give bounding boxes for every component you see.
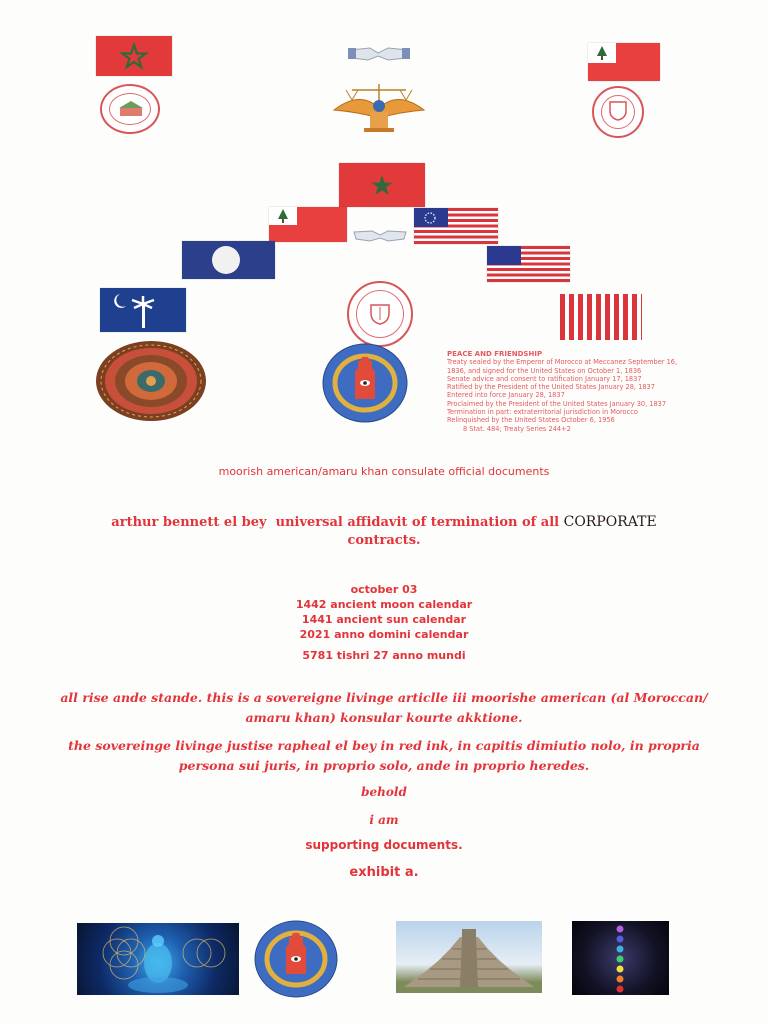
- proclamation-line: amaru khan) konsular kourte akktione.: [245, 710, 523, 725]
- us-flag: [487, 246, 570, 282]
- morocco-flag-top-left: [96, 36, 172, 76]
- document-title: [0, 514, 768, 530]
- title-emphasis: CORPORATE: [563, 514, 657, 530]
- date-line: 1442 ancient moon calendar: [295, 598, 473, 611]
- treaty-line: Proclaimed by the President of the United States January 30, 1837: [447, 399, 667, 408]
- date-line: 1441 ancient sun calendar: [301, 613, 467, 626]
- green-star-icon: [96, 36, 172, 76]
- south-carolina-flag: [100, 288, 186, 332]
- red-flag-with-tree-top-right: [588, 43, 660, 81]
- meditation-flower-of-life-image: [77, 923, 239, 995]
- hand-eye-serpent-seal: [322, 343, 408, 423]
- seal-emblem-icon: [369, 301, 391, 325]
- crescent-icon: [370, 64, 386, 80]
- date-line: 2021 anno domini calendar: [299, 628, 469, 641]
- consulate-caption: moorish american/amaru khan consulate official documents: [218, 465, 550, 478]
- behold-text: behold: [361, 785, 407, 799]
- proclamation-line: persona sui juris, in proprio solo, ande in proprio heredes.: [178, 758, 590, 773]
- handshake-icon: [348, 42, 410, 64]
- supporting-documents-label: supporting documents.: [305, 838, 463, 852]
- date-line: 5781 tishri 27 anno mundi: [302, 649, 466, 662]
- treaty-heading: PEACE AND FRIENDSHIP: [447, 350, 543, 358]
- winged-scales-emblem-icon: [330, 80, 428, 136]
- moorish-consulate-seal: [347, 281, 413, 347]
- pine-tree-icon: [594, 45, 610, 61]
- pine-tree-icon: [275, 208, 291, 224]
- consulate-seal-left: [100, 84, 160, 134]
- hand-eye-serpent-seal-small: [254, 920, 338, 998]
- treaty-line: Treaty sealed by the Emperor of Morocco at Meccanez September 16,: [447, 358, 677, 367]
- red-flag-with-tree-center-left: [269, 207, 347, 242]
- treaty-line: Termination in part: extraterritorial jurisdiction in Morocco: [447, 408, 638, 417]
- chakra-energy-body-image: [572, 921, 669, 995]
- morocco-flag-center: [339, 163, 425, 207]
- treaty-line: Relinquished by the United States October 6, 1956: [447, 416, 615, 425]
- crescent-icon: [370, 256, 386, 274]
- palmetto-crescent-icon: [100, 288, 186, 332]
- proclamation-line: all rise ande stande. this is a sovereigne livinge articlle iii moorishe american (al Moroccan/: [60, 690, 708, 705]
- us-flag-circle-stars: [414, 208, 498, 244]
- title-prefix: arthur bennett el bey universal affidavit of termination of all: [111, 515, 564, 530]
- shield-icon: [609, 101, 627, 121]
- consulate-seal-right: [592, 86, 644, 138]
- treaty-text-block: [447, 350, 677, 433]
- treaty-line: Ratified by the President of the United States January 28, 1837: [447, 383, 655, 392]
- treaty-line: 8 Stat. 484; Treaty Series 244+2: [463, 424, 571, 433]
- pyramid-chichen-itza-image: [396, 921, 542, 993]
- green-star-icon: [339, 163, 425, 207]
- handshake-icon: [352, 226, 408, 244]
- red-stripes-flag: [560, 294, 642, 340]
- building-icon: [118, 100, 144, 118]
- date-line: october 03: [350, 583, 418, 596]
- exhibit-label: exhibit a.: [349, 865, 419, 880]
- i-am-text: i am: [369, 813, 399, 827]
- star-circle-icon: [423, 211, 437, 225]
- treaty-line: 1836, and signed for the United States on October 1, 1836: [447, 366, 642, 375]
- treaty-line: Senate advice and consent to ratification January 17, 1837: [447, 374, 642, 383]
- blue-state-flag-with-seal: [182, 241, 275, 279]
- document-title-line2: contracts.: [347, 533, 421, 548]
- proclamation-line: the sovereinge livinge justise rapheal el bey in red ink, in capitis dimiutio nolo, in propria: [68, 738, 700, 753]
- aztec-calendar-stone: [95, 340, 207, 422]
- treaty-line: Entered into force January 28, 1837: [447, 391, 565, 400]
